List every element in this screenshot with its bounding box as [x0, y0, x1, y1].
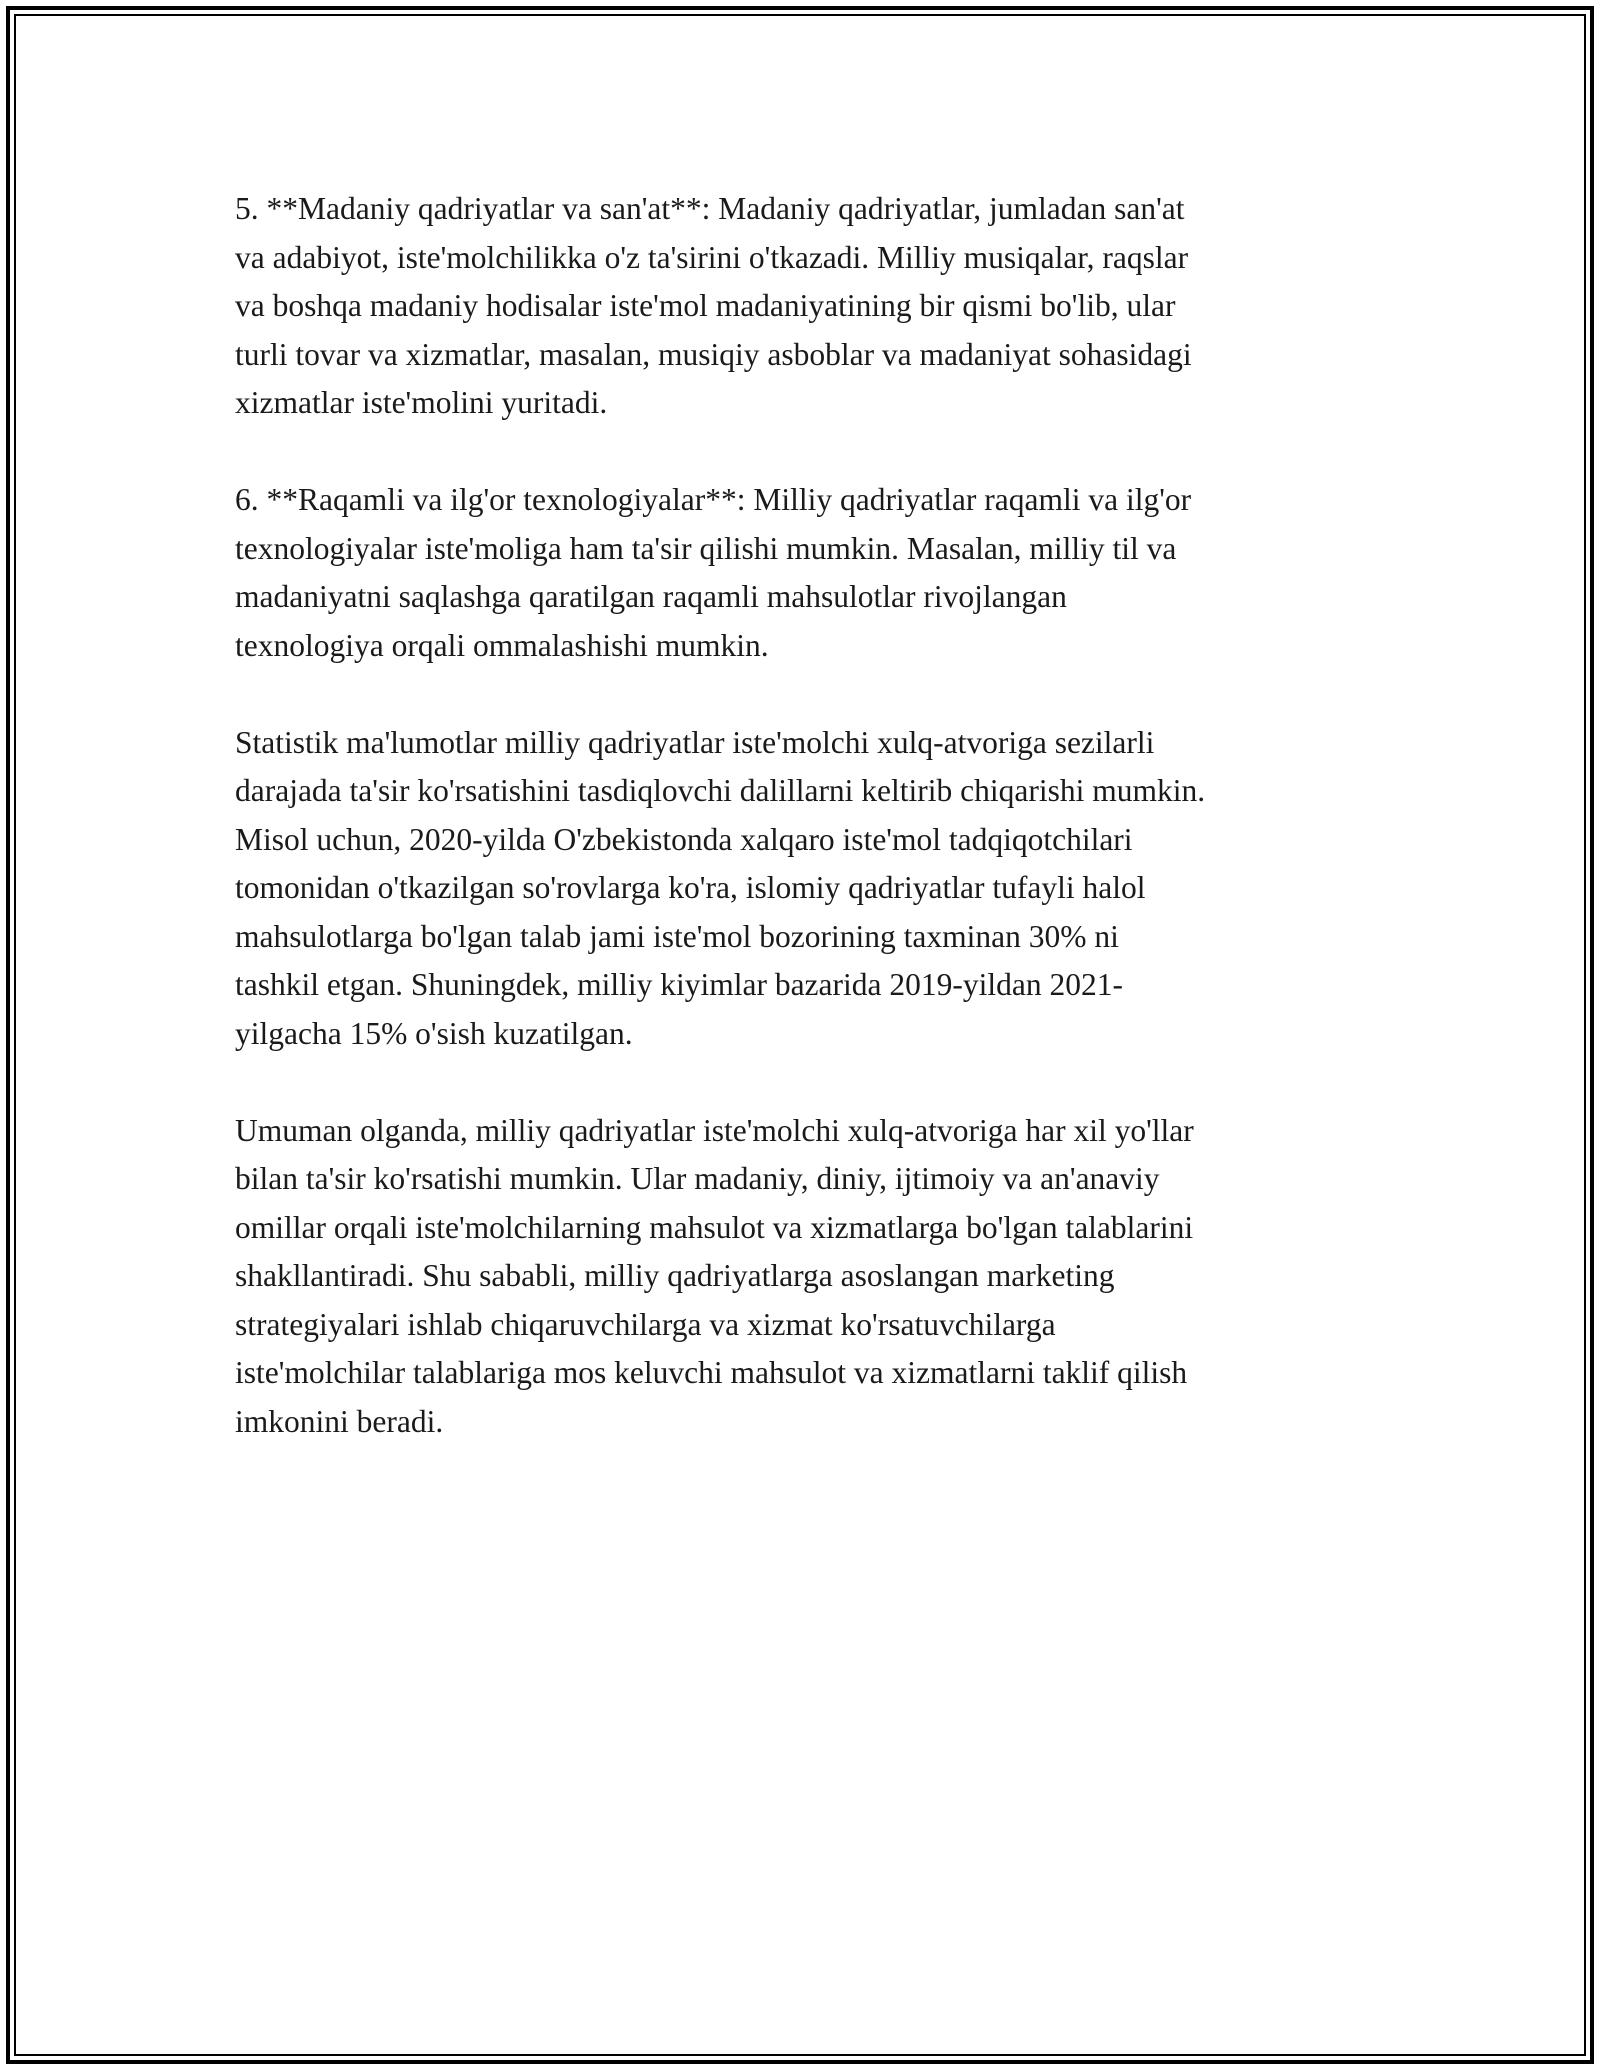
paragraph-conclusion: Umuman olganda, milliy qadriyatlar iste'molchi xulq-atvoriga har xil yo'llar bilan ta'sir ko'rsatishi mumkin. Ular madaniy, diniy, ijtimoiy va an'anaviy omillar orqali iste'molchilarning mahsulot va xizmatlarga bo'lgan talablarini shakllantiradi. Shu sababli, milliy qadriyatlarga asoslangan marketing strategiyalari ishlab chiqaruvchilarga va xizmat ko'rsatuvchilarga iste'molchilar talablariga mos keluvchi mahsulot va xizmatlarni taklif qilish imkonini beradi.: [235, 1112, 1194, 1439]
paragraph-digital-technologies: 6. **Raqamli va ilg'or texnologiyalar**: Milliy qadriyatlar raqamli va ilg'or texnologiyalar iste'moliga ham ta'sir qilishi mumkin. Masalan, milliy til va madaniyatni saqlashga qaratilgan raqamli mahsulotlar rivojlangan texnologiya orqali ommalashishi mumkin.: [235, 482, 1192, 663]
document-body: [235, 185, 1385, 1495]
paragraph-statistics: Statistik ma'lumotlar milliy qadriyatlar iste'molchi xulq-atvoriga sezilarli darajada ta'sir ko'rsatishini tasdiqlovchi dalillarni keltirib chiqarishi mumkin. Misol uchun, 2020-yilda O'zbekistonda xalqaro iste'mol tadqiqotchilari tomonidan o'tkazilgan so'rovlarga ko'ra, islomiy qadriyatlar tufayli halol mahsulotlarga bo'lgan talab jami iste'mol bozorining taxminan 30% ni tashkil etgan. Shuningdek, milliy kiyimlar bazarida 2019-yildan 2021- yilgacha 15% o'sish kuzatilgan.: [235, 724, 1206, 1051]
paragraph-cultural-values: 5. **Madaniy qadriyatlar va san'at**: Madaniy qadriyatlar, jumladan san'at va adabiyot, iste'molchilikka o'z ta'sirini o'tkazadi. Milliy musiqalar, raqslar va boshqa madaniy hodisalar iste'mol madaniyatining bir qismi bo'lib, ular turli tovar va xizmatlar, masalan, musiqiy asboblar va madaniyat sohasidagi xizmatlar iste'molini yuritadi.: [235, 191, 1192, 420]
